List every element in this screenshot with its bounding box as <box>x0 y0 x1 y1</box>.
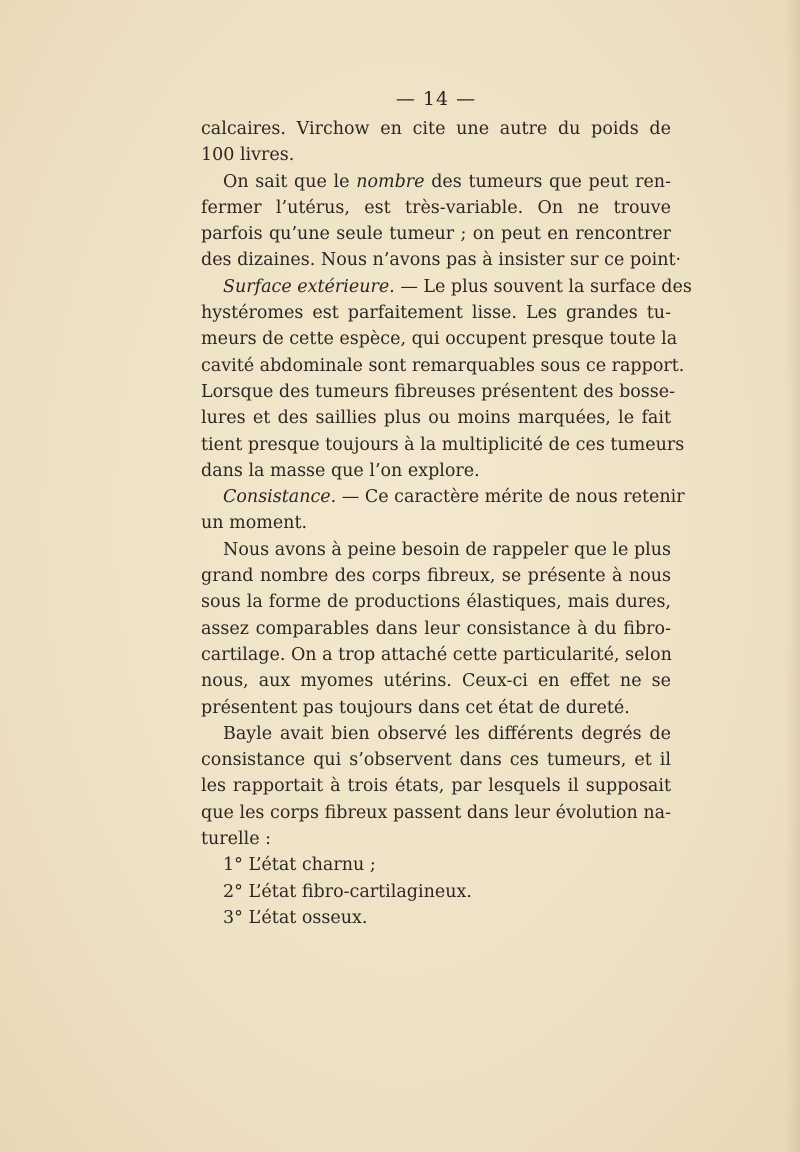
text-line: grand nombre des corps fibreux, se présente à nous <box>201 566 671 587</box>
text-segment: — Le plus souvent la surface des <box>394 276 692 297</box>
text-line: lures et des saillies plus ou moins marquées, le fait <box>201 408 671 429</box>
text-line: des dizaines. Nous n’avons pas à insister sur ce point· <box>201 250 682 271</box>
text-line: 100 livres. <box>201 145 295 166</box>
text-line: dans la masse que l’on explore. <box>201 460 480 481</box>
page-edge-shadow <box>786 0 800 1152</box>
text-line: un moment. <box>201 513 308 534</box>
text-line: parfois qu’une seule tumeur ; on peut en rencontrer <box>201 224 671 245</box>
text-segment: des tumeurs que peut ren- <box>424 171 671 192</box>
text-line <box>201 484 685 510</box>
text-line: présentent pas toujours dans cet état de dureté. <box>201 697 630 718</box>
text-line: hystéromes est parfaitement lisse. Les grandes tu- <box>201 303 671 324</box>
text-line: Bayle avait bien observé les différents degrés de <box>223 723 671 744</box>
text-line: cartilage. On a trop attaché cette particularité, selon <box>201 644 672 665</box>
text-line: Nous avons à peine besoin de rappeler que le plus <box>223 539 671 560</box>
text-line <box>201 169 671 195</box>
italic-term: nombre <box>356 171 425 192</box>
text-segment: On sait que le <box>223 171 357 192</box>
text-segment: — Ce caractère mérite de nous retenir <box>336 487 685 508</box>
text-line: les rapportait à trois états, par lesquels il supposait <box>201 776 671 797</box>
text-line: que les corps fibreux passent dans leur évolution na- <box>201 802 671 823</box>
text-line: 3° L’état osseux. <box>223 907 368 928</box>
text-line <box>201 274 692 300</box>
text-line: 2° L’état fibro-cartilagineux. <box>223 881 472 902</box>
text-line: calcaires. Virchow en cite une autre du poids de <box>201 119 671 139</box>
text-line: cavité abdominale sont remarquables sous ce rapport. <box>201 355 685 376</box>
text-line: nous, aux myomes utérins. Ceux-ci en effet ne se <box>201 671 671 692</box>
text-line: assez comparables dans leur consistance à du fibro- <box>201 618 671 639</box>
text-line: sous la forme de productions élastiques, mais dures, <box>201 592 671 613</box>
text-line: meurs de cette espèce, qui occupent presque toute la <box>201 329 678 350</box>
italic-term: Surface extérieure. <box>223 276 395 297</box>
text-line: Lorsque des tumeurs fibreuses présentent des bosse- <box>201 381 676 402</box>
text-line: consistance qui s’observent dans ces tumeurs, et il <box>201 750 671 771</box>
text-line: fermer l’utérus, est très-variable. On ne trouve <box>201 197 671 218</box>
text-line: tient presque toujours à la multiplicité de ces tumeurs <box>201 434 685 455</box>
text-line: turelle : <box>201 829 272 850</box>
body-text <box>201 116 692 931</box>
text-line: 1° L’état charnu ; <box>223 855 376 876</box>
italic-term: Consistance. <box>223 487 337 508</box>
page-number: — 14 — <box>395 88 477 110</box>
